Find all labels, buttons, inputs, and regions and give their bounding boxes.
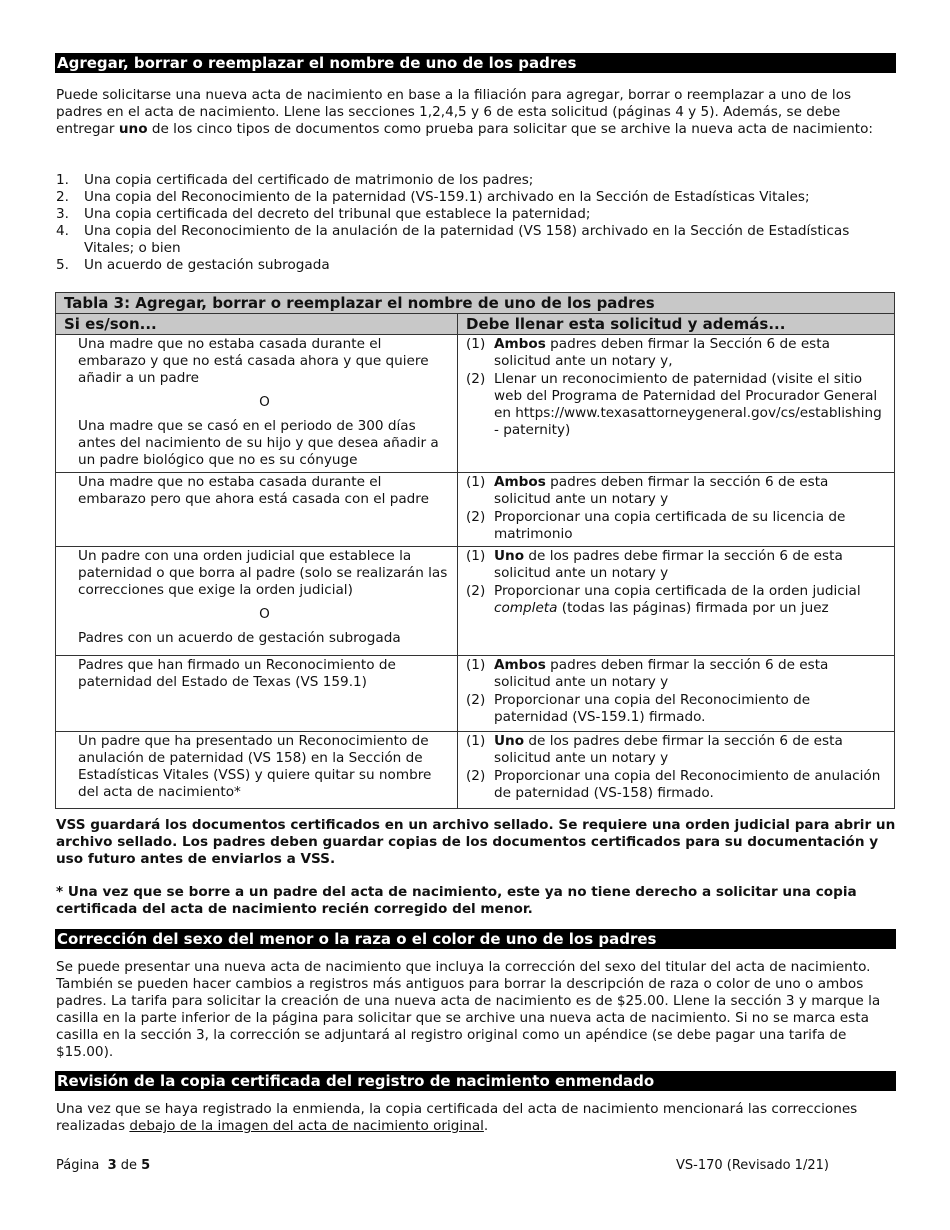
current-page: 3	[107, 1158, 117, 1173]
or-separator: O	[259, 394, 270, 410]
condition-text: Una madre que se casó en el periodo de 300 días antes del nacimiento de su hijo y que desea añadir a un padre biológico que no es su cónyuge	[78, 418, 439, 468]
requirement-bold: Ambos	[494, 657, 546, 673]
requirement-number: (2)	[466, 692, 486, 708]
requirement-number: (1)	[466, 733, 486, 749]
table-3	[55, 292, 895, 809]
requirement-item	[466, 509, 886, 543]
intro-text-b: de los cinco tipos de documentos como prueba para solicitar que se archive la nueva acta de nacimiento:	[147, 121, 874, 137]
table-row	[56, 547, 895, 656]
table-row	[56, 732, 895, 809]
requirement-text: de los padres debe firmar la sección 6 de esta solicitud ante un notary y	[494, 548, 843, 581]
requirement-cell	[458, 732, 895, 809]
list-item	[56, 172, 896, 189]
page-number	[56, 1157, 150, 1174]
list-text: Una copia certificada del certificado de matrimonio de los padres;	[84, 172, 534, 188]
list-number: 4.	[56, 223, 69, 239]
certified-copy-paragraph	[56, 1101, 896, 1135]
condition-text: Padres que han firmado un Reconocimiento de paternidad del Estado de Texas (VS 159.1)	[78, 657, 396, 690]
intro-paragraph	[56, 87, 896, 138]
requirement-item	[466, 371, 886, 439]
requirement-bold: Ambos	[494, 336, 546, 352]
table-row	[56, 335, 895, 473]
page-of: de	[120, 1158, 137, 1173]
requirement-number: (2)	[466, 509, 486, 525]
requirement-item	[466, 657, 886, 691]
list-item	[56, 223, 896, 257]
certified-copy-text-end: .	[483, 1118, 489, 1134]
condition-text: Un padre que ha presentado un Reconocimiento de anulación de paternidad (VS 158) en la Sección de Estadísticas Vitales (VSS) y quiere quitar su nombre del acta de nacimiento*	[78, 733, 432, 800]
intro-text-a: Puede solicitarse una nueva acta de nacimiento en base a la filiación para agregar, borrar o reemplazar a uno de los padres en el acta de nacimiento. Llene las secciones 1,2,4,5 y 6 de esta solicitud (páginas 4 y 5). Además, se debe entregar	[56, 87, 852, 137]
requirement-cell	[458, 547, 895, 656]
requirement-italic: completa	[494, 600, 558, 616]
certified-copy-text: Una vez que se haya registrado la enmienda, la copia certificada del acta de nacimiento mencionará las correcciones realizadas	[56, 1101, 858, 1134]
condition-text: Una madre que no estaba casada durante el embarazo pero que ahora está casada con el padre	[78, 474, 429, 507]
requirement-text: Proporcionar una copia certificada de la orden judicial	[494, 583, 861, 599]
list-number: 3.	[56, 206, 69, 222]
requirement-number: (2)	[466, 583, 486, 599]
requirement-text: padres deben firmar la sección 6 de esta solicitud ante un notary y	[494, 657, 829, 690]
requirement-item	[466, 692, 886, 726]
underlined-text: debajo de la imagen del acta de nacimiento original	[129, 1118, 484, 1134]
requirement-cell	[458, 473, 895, 547]
list-item	[56, 189, 896, 206]
page-label: Página	[56, 1158, 100, 1173]
condition-cell	[56, 473, 458, 547]
list-item	[56, 206, 896, 223]
requirement-text: Proporcionar una copia del Reconocimiento de paternidad (VS-159.1) firmado.	[494, 692, 811, 725]
table-row	[56, 656, 895, 732]
table-row	[56, 473, 895, 547]
requirement-item	[466, 336, 886, 370]
requirement-text: de los padres debe firmar la sección 6 de esta solicitud ante un notary y	[494, 733, 843, 766]
column-header-must: Debe llenar esta solicitud y además...	[458, 314, 895, 335]
intro-bold: uno	[118, 121, 148, 137]
condition-cell	[56, 656, 458, 732]
form-id: VS-170 (Revisado 1/21)	[676, 1158, 829, 1173]
requirement-item	[466, 733, 886, 767]
requirement-bold: Uno	[494, 548, 525, 564]
vss-sealed-file-note: VSS guardará los documentos certificados en un archivo sellado. Se requiere una orden judicial para abrir un archivo sellado. Los padres deben guardar copias de los documentos certificados para su documentación y uso futuro antes de enviarlos a VSS.	[56, 817, 896, 867]
document-list	[56, 172, 896, 274]
condition-cell	[56, 732, 458, 809]
condition-text: Un padre con una orden judicial que establece la paternidad o que borra al padre (solo se realizarán las correcciones que exige la orden judicial)	[78, 548, 448, 598]
requirement-item	[466, 474, 886, 508]
requirement-text: Llenar un reconocimiento de paternidad (visite el sitio web del Programa de Paternidad del Procurador General en https://www.texasattorneygeneral.gov/cs/establishing - paternity)	[494, 371, 882, 438]
section-heading-certified-copy-review: Revisión de la copia certificada del registro de nacimiento enmendado	[55, 1071, 896, 1091]
requirement-bold: Ambos	[494, 474, 546, 490]
table-caption: Tabla 3: Agregar, borrar o reemplazar el nombre de uno de los padres	[56, 293, 895, 314]
list-number: 5.	[56, 257, 69, 273]
requirement-text: Proporcionar una copia certificada de su licencia de matrimonio	[494, 509, 846, 542]
requirement-number: (2)	[466, 371, 486, 387]
requirement-cell	[458, 656, 895, 732]
list-number: 2.	[56, 189, 69, 205]
requirement-text: padres deben firmar la Sección 6 de esta solicitud ante un notary y,	[494, 336, 830, 369]
section-heading-sex-race-correction: Corrección del sexo del menor o la raza o el color de uno de los padres	[55, 929, 896, 949]
condition-text: Una madre que no estaba casada durante el embarazo y que no está casada ahora y que quiere añadir a un padre	[78, 336, 429, 386]
requirement-number: (1)	[466, 336, 486, 352]
list-text: Una copia certificada del decreto del tribunal que establece la paternidad;	[84, 206, 591, 222]
sex-race-correction-paragraph: Se puede presentar una nueva acta de nacimiento que incluya la corrección del sexo del titular del acta de nacimiento. También se pueden hacer cambios a registros más antiguos para borrar la descripción de raza o color de uno o ambos padres. La tarifa para solicitar la creación de una nueva acta de nacimiento es de $25.00. Llene la sección 3 y marque la casilla en la parte inferior de la página para solicitar que se archive una nueva acta de nacimiento. Si no se marca esta casilla en la sección 3, la corrección se adjuntará al registro original como un apéndice (se debe pagar una tarifa de $15.00).	[56, 959, 881, 1060]
condition-cell	[56, 547, 458, 656]
requirement-cell	[458, 335, 895, 473]
list-text: Una copia del Reconocimiento de la paternidad (VS-159.1) archivado en la Sección de Estadísticas Vitales;	[84, 189, 810, 205]
list-text: Un acuerdo de gestación subrogada	[84, 257, 330, 273]
requirement-number: (1)	[466, 474, 486, 490]
requirement-text: (todas las páginas) firmada por un juez	[557, 600, 829, 616]
requirement-bold: Uno	[494, 733, 525, 749]
requirement-text: padres deben firmar la sección 6 de esta solicitud ante un notary y	[494, 474, 829, 507]
requirement-item	[466, 583, 886, 617]
list-text: Una copia del Reconocimiento de la anulación de la paternidad (VS 158) archivado en la Sección de Estadísticas Vitales; o bien	[84, 223, 850, 256]
condition-text: Padres con un acuerdo de gestación subrogada	[78, 630, 401, 646]
or-separator: O	[259, 606, 270, 622]
requirement-item	[466, 768, 886, 802]
list-item	[56, 257, 896, 274]
requirement-item	[466, 548, 886, 582]
section-heading-add-parent: Agregar, borrar o reemplazar el nombre de uno de los padres	[55, 53, 896, 73]
requirement-number: (1)	[466, 657, 486, 673]
condition-cell	[56, 335, 458, 473]
list-number: 1.	[56, 172, 69, 188]
requirement-number: (1)	[466, 548, 486, 564]
requirement-text: Proporcionar una copia del Reconocimiento de anulación de paternidad (VS-158) firmado.	[494, 768, 881, 801]
column-header-if: Si es/son...	[56, 314, 458, 335]
total-pages: 5	[141, 1158, 151, 1173]
requirement-number: (2)	[466, 768, 486, 784]
asterisk-note: * Una vez que se borre a un padre del acta de nacimiento, este ya no tiene derecho a solicitar una copia certificada del acta de nacimiento recién corregido del menor.	[56, 884, 857, 917]
